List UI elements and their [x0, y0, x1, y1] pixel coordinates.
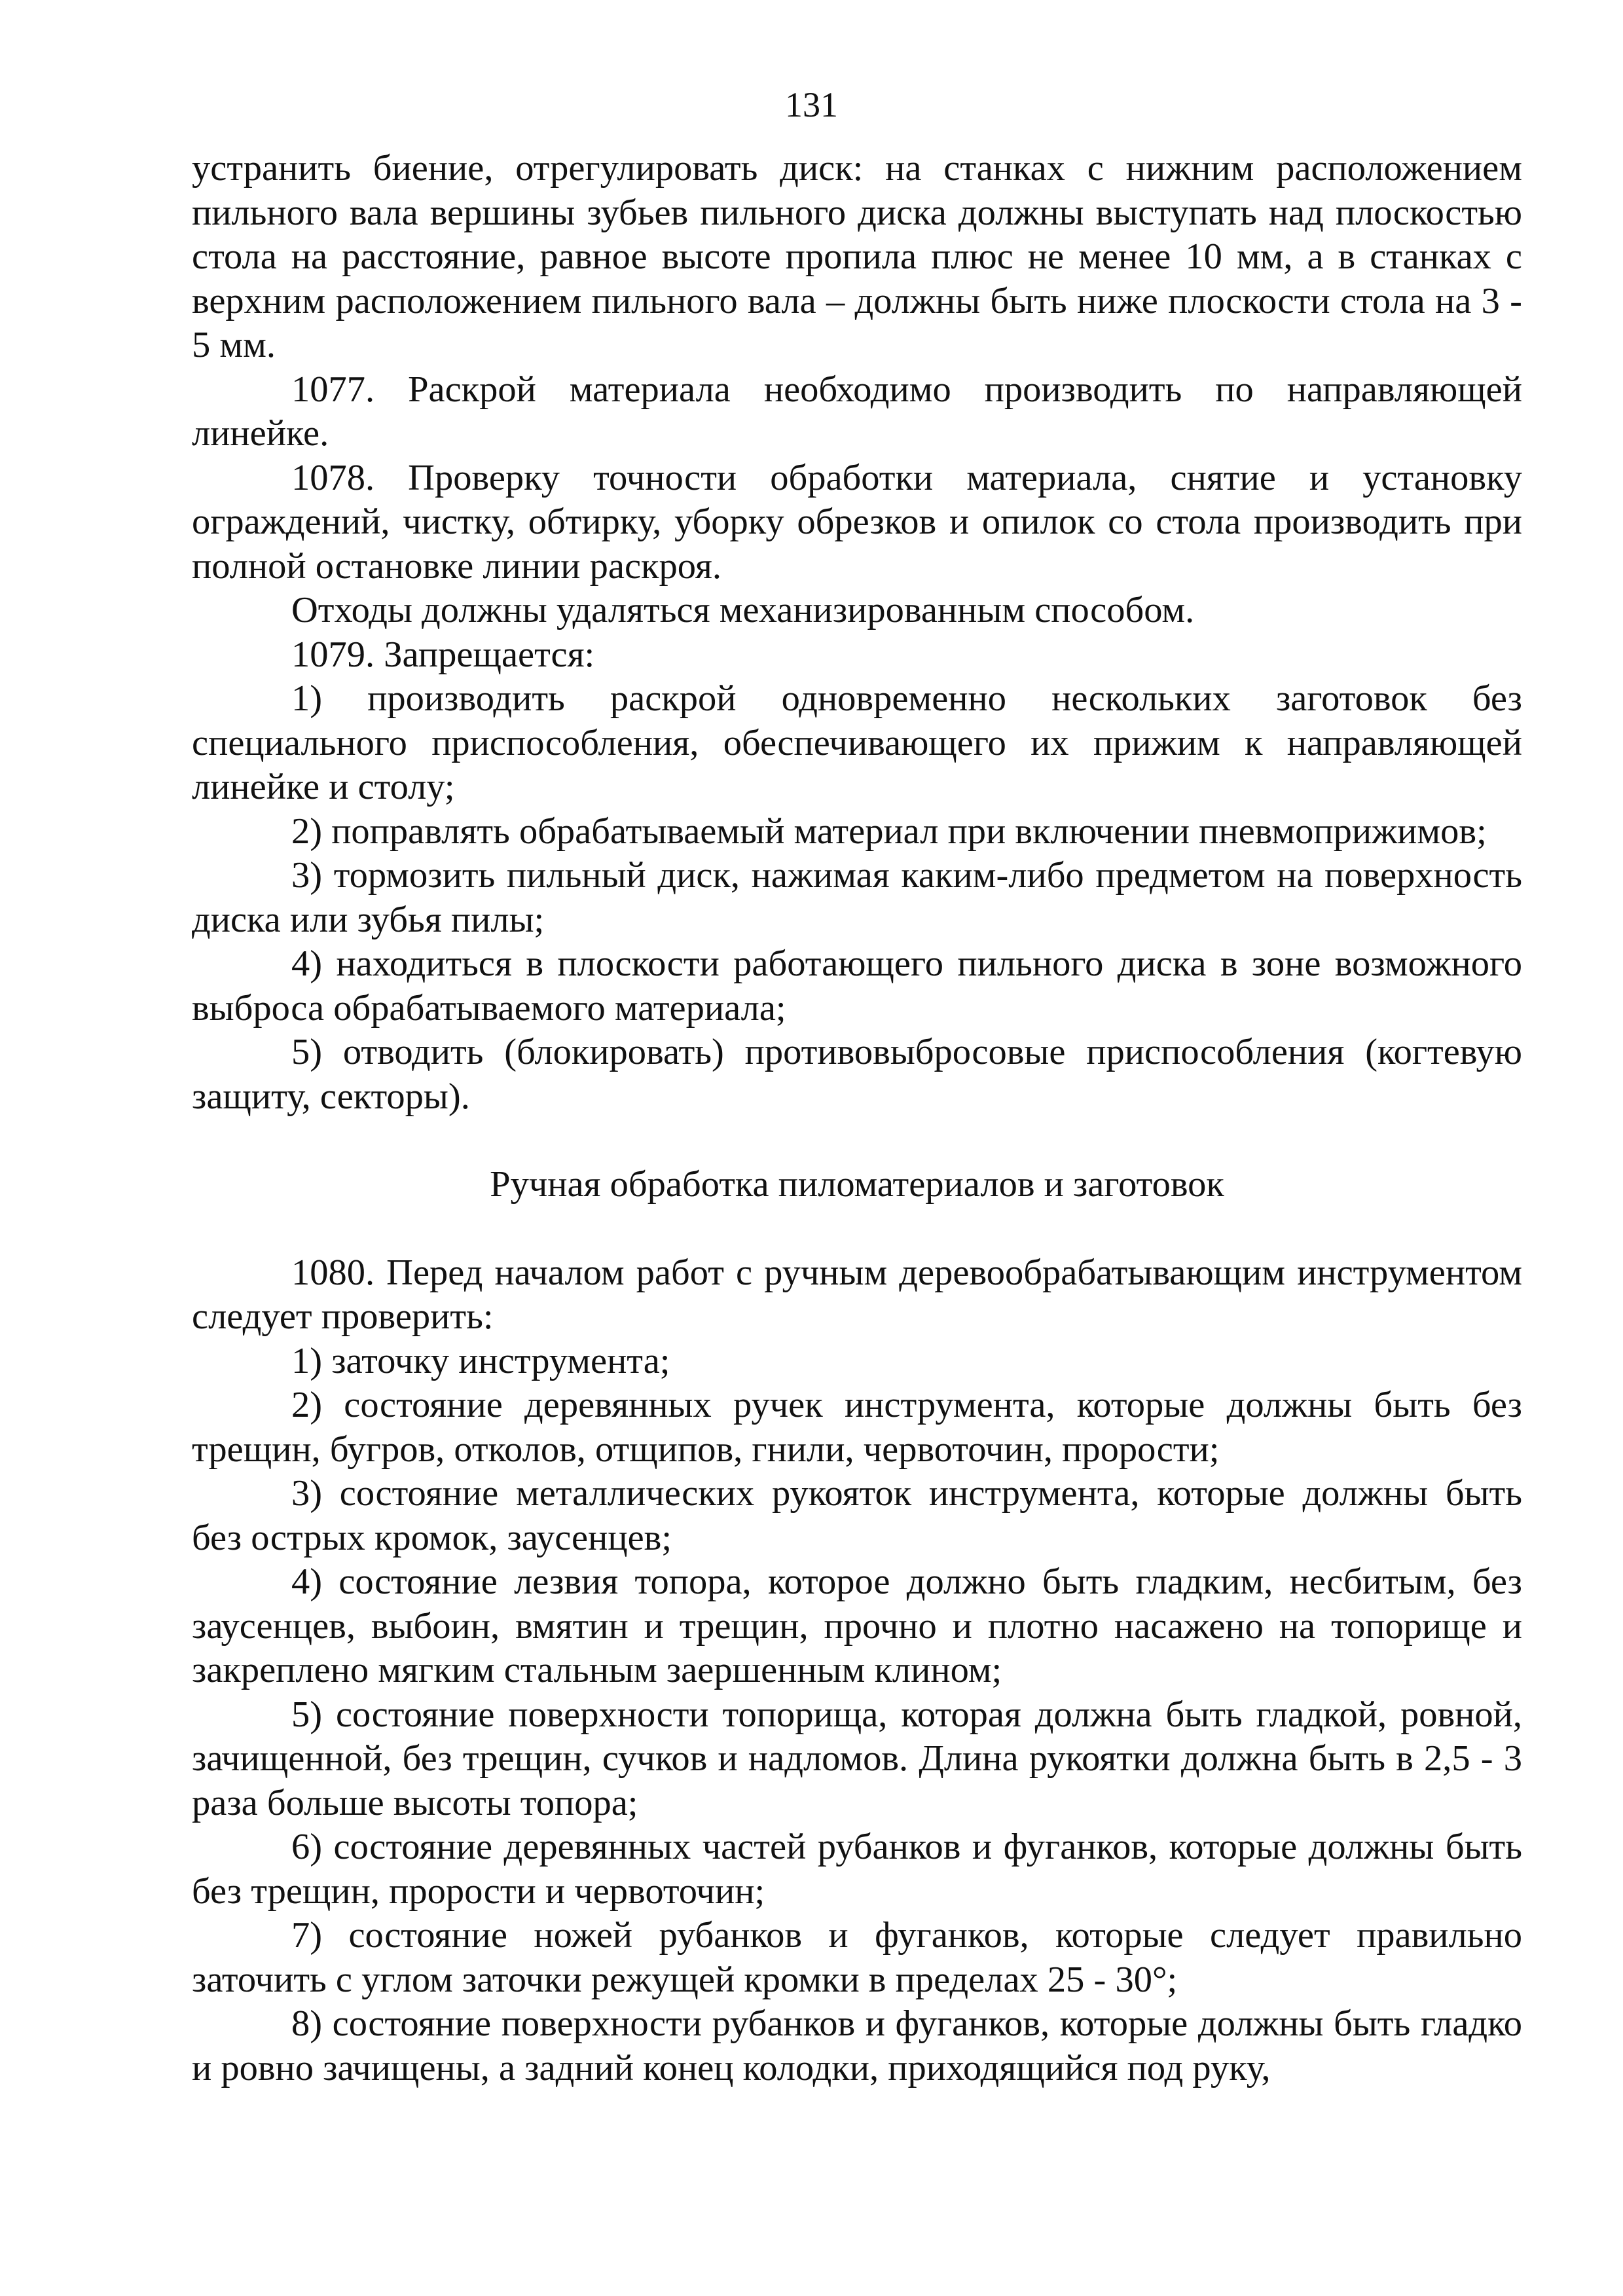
list-item-1079-1: 1) производить раскрой одновременно нескольких заготовок без специального приспособления, обеспечивающего их прижим к направляющей линейке и столу; [192, 678, 1522, 807]
list-item-1080-5: 5) состояние поверхности топорища, которая должна быть гладкой, ровной, зачищенной, без трещин, сучков и надломов. Длина рукоятки должна быть в 2,5 - 3 раза больше высоты топора; [192, 1694, 1522, 1823]
list-item-1080-8: 8) состояние поверхности рубанков и фуганков, которые должны быть гладко и ровно зачищены, а задний конец колодки, приходящийся под руку, [192, 2003, 1522, 2088]
paragraph-1079: 1079. Запрещается: [291, 634, 595, 675]
paragraph-1078: 1078. Проверку точности обработки материала, снятие и установку ограждений, чистку, обтирку, уборку обрезков и опилок со стола производить при полной остановке линии раскроя. [192, 457, 1522, 587]
list-item-1080-7: 7) состояние ножей рубанков и фуганков, которые следует правильно заточить с углом заточки режущей кромки в пределах 25 - 30°; [192, 1915, 1522, 2000]
section-heading: Ручная обработка пиломатериалов и заготовок [490, 1164, 1224, 1205]
list-item-1080-1: 1) заточку инструмента; [291, 1340, 670, 1381]
list-item-1079-4: 4) находиться в плоскости работающего пильного диска в зоне возможного выброса обрабатываемого материала; [192, 943, 1522, 1029]
list-item-1080-3: 3) состояние металлических рукояток инструмента, которые должны быть без острых кромок, заусенцев; [192, 1473, 1522, 1558]
page-number: 131 [785, 85, 838, 124]
list-item-1079-3: 3) тормозить пильный диск, нажимая каким-либо предметом на поверхность диска или зубья пилы; [192, 855, 1522, 940]
list-item-1080-6: 6) состояние деревянных частей рубанков и фуганков, которые должны быть без трещин, прорости и червоточин; [192, 1827, 1522, 1912]
list-item-1080-2: 2) состояние деревянных ручек инструмента, которые должны быть без трещин, бугров, отколов, отщипов, гнили, червоточин, прорости; [192, 1385, 1522, 1470]
paragraph-waste: Отходы должны удаляться механизированным способом. [291, 590, 1195, 630]
paragraph-continuation: устранить биение, отрегулировать диск: на станках с нижним расположением пильного вала вершины зубьев пильного диска должны выступать над плоскостью стола на расстояние, равное высоте пропила плюс не менее 10 мм, а в станках с верхним расположением пильного вала – должны быть ниже плоскости стола на 3 - 5 мм. [192, 148, 1522, 365]
list-item-1080-4: 4) состояние лезвия топора, которое должно быть гладким, несбитым, без заусенцев, выбоин, вмятин и трещин, прочно и плотно насажено на топорище и закреплено мягким стальным заершенным клином; [192, 1561, 1522, 1690]
paragraph-1080: 1080. Перед началом работ с ручным деревообрабатывающим инструментом следует проверить: [192, 1252, 1522, 1337]
list-item-1079-5: 5) отводить (блокировать) противовыбросовые приспособления (когтевую защиту, секторы). [192, 1032, 1522, 1117]
document-body [192, 147, 1522, 2090]
list-item-1079-2: 2) поправлять обрабатываемый материал при включении пневмоприжимов; [291, 811, 1487, 852]
paragraph-1077: 1077. Раскрой материала необходимо производить по направляющей линейке. [192, 369, 1522, 454]
